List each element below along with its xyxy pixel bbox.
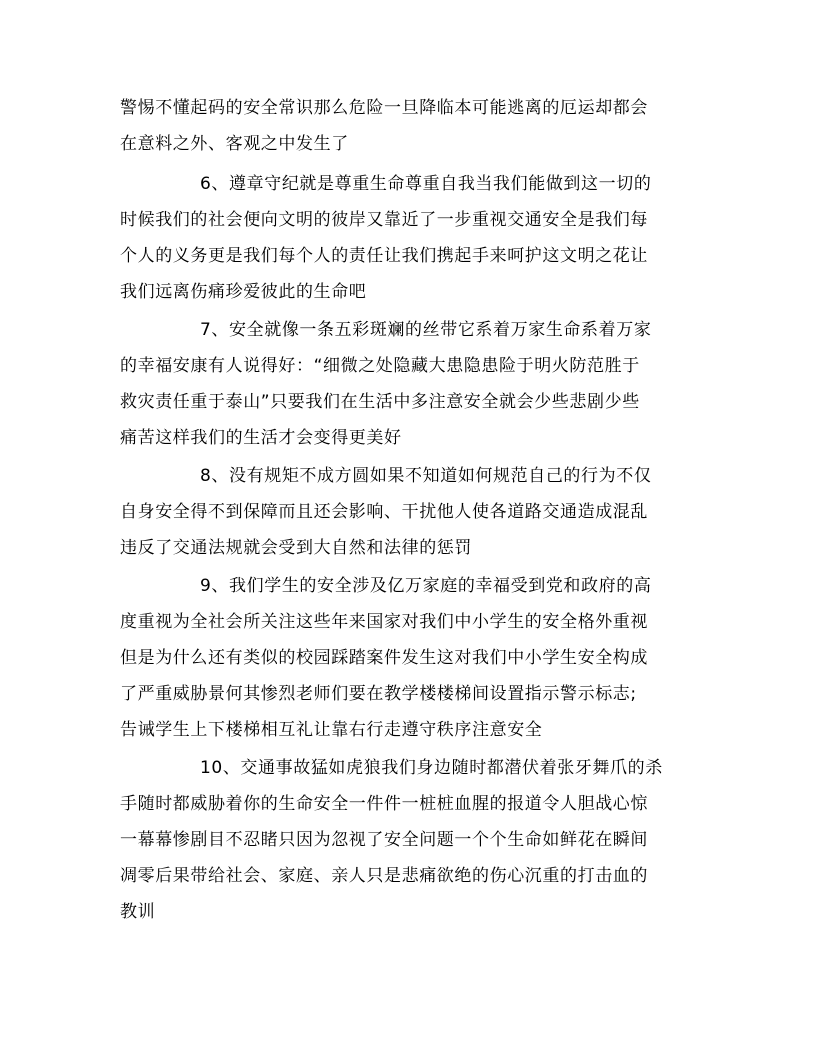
- paragraph-line: 9、我们学生的安全涉及亿万家庭的幸福受到党和政府的高: [200, 576, 652, 596]
- paragraph-line: 8、没有规矩不成方圆如果不知道如何规范自己的行为不仅: [200, 466, 652, 486]
- paragraph-line: 教训: [120, 902, 156, 922]
- paragraph-line: 的幸福安康有人说得好：“细微之处隐藏大患隐患险于明火防范胜于: [120, 356, 640, 376]
- paragraph-line: 一幕幕惨剧目不忍睹只因为忽视了安全问题一个个生命如鲜花在瞬间: [120, 830, 648, 850]
- paragraph-line: 6、遵章守纪就是尊重生命尊重自我当我们能做到这一切的: [200, 174, 652, 194]
- paragraph-line: 痛苦这样我们的生活才会变得更美好: [120, 428, 402, 448]
- paragraph-line: 度重视为全社会所关注这些年来国家对我们中小学生的安全格外重视: [120, 612, 648, 632]
- paragraph-line: 了严重威胁景何其惨烈老师们要在教学楼楼梯间设置指示警示标志;: [120, 684, 637, 704]
- paragraph-line: 个人的义务更是我们每个人的责任让我们携起手来呵护这文明之花让: [120, 246, 648, 266]
- paragraph-line: 但是为什么还有类似的校园踩踏案件发生这对我们中小学生安全构成: [120, 648, 648, 668]
- paragraph-line: 救灾责任重于泰山”只要我们在生活中多注意安全就会少些悲剧少些: [120, 392, 640, 412]
- paragraph-line: 违反了交通法规就会受到大自然和法律的惩罚: [120, 538, 472, 558]
- paragraph-line: 告诫学生上下楼梯相互礼让靠右行走遵守秩序注意安全: [120, 720, 543, 740]
- paragraph-line: 凋零后果带给社会、家庭、亲人只是悲痛欲绝的伤心沉重的打击血的: [120, 866, 648, 886]
- paragraph-line: 手随时都威胁着你的生命安全一件件一桩桩血腥的报道令人胆战心惊: [120, 794, 648, 814]
- paragraph-line: 时候我们的社会便向文明的彼岸又靠近了一步重视交通安全是我们每: [120, 210, 648, 230]
- paragraph-line: 10、交通事故猛如虎狼我们身边随时都潜伏着张牙舞爪的杀: [200, 758, 663, 778]
- paragraph-line: 警惕不懂起码的安全常识那么危险一旦降临本可能逃离的厄运却都会: [120, 98, 648, 118]
- paragraph-line: 7、安全就像一条五彩斑斓的丝带它系着万家生命系着万家: [200, 320, 652, 340]
- paragraph-line: 我们远离伤痛珍爱彼此的生命吧: [120, 282, 367, 302]
- paragraph-line: 自身安全得不到保障而且还会影响、干扰他人使各道路交通造成混乱: [120, 502, 648, 522]
- paragraph-line: 在意料之外、客观之中发生了: [120, 134, 349, 154]
